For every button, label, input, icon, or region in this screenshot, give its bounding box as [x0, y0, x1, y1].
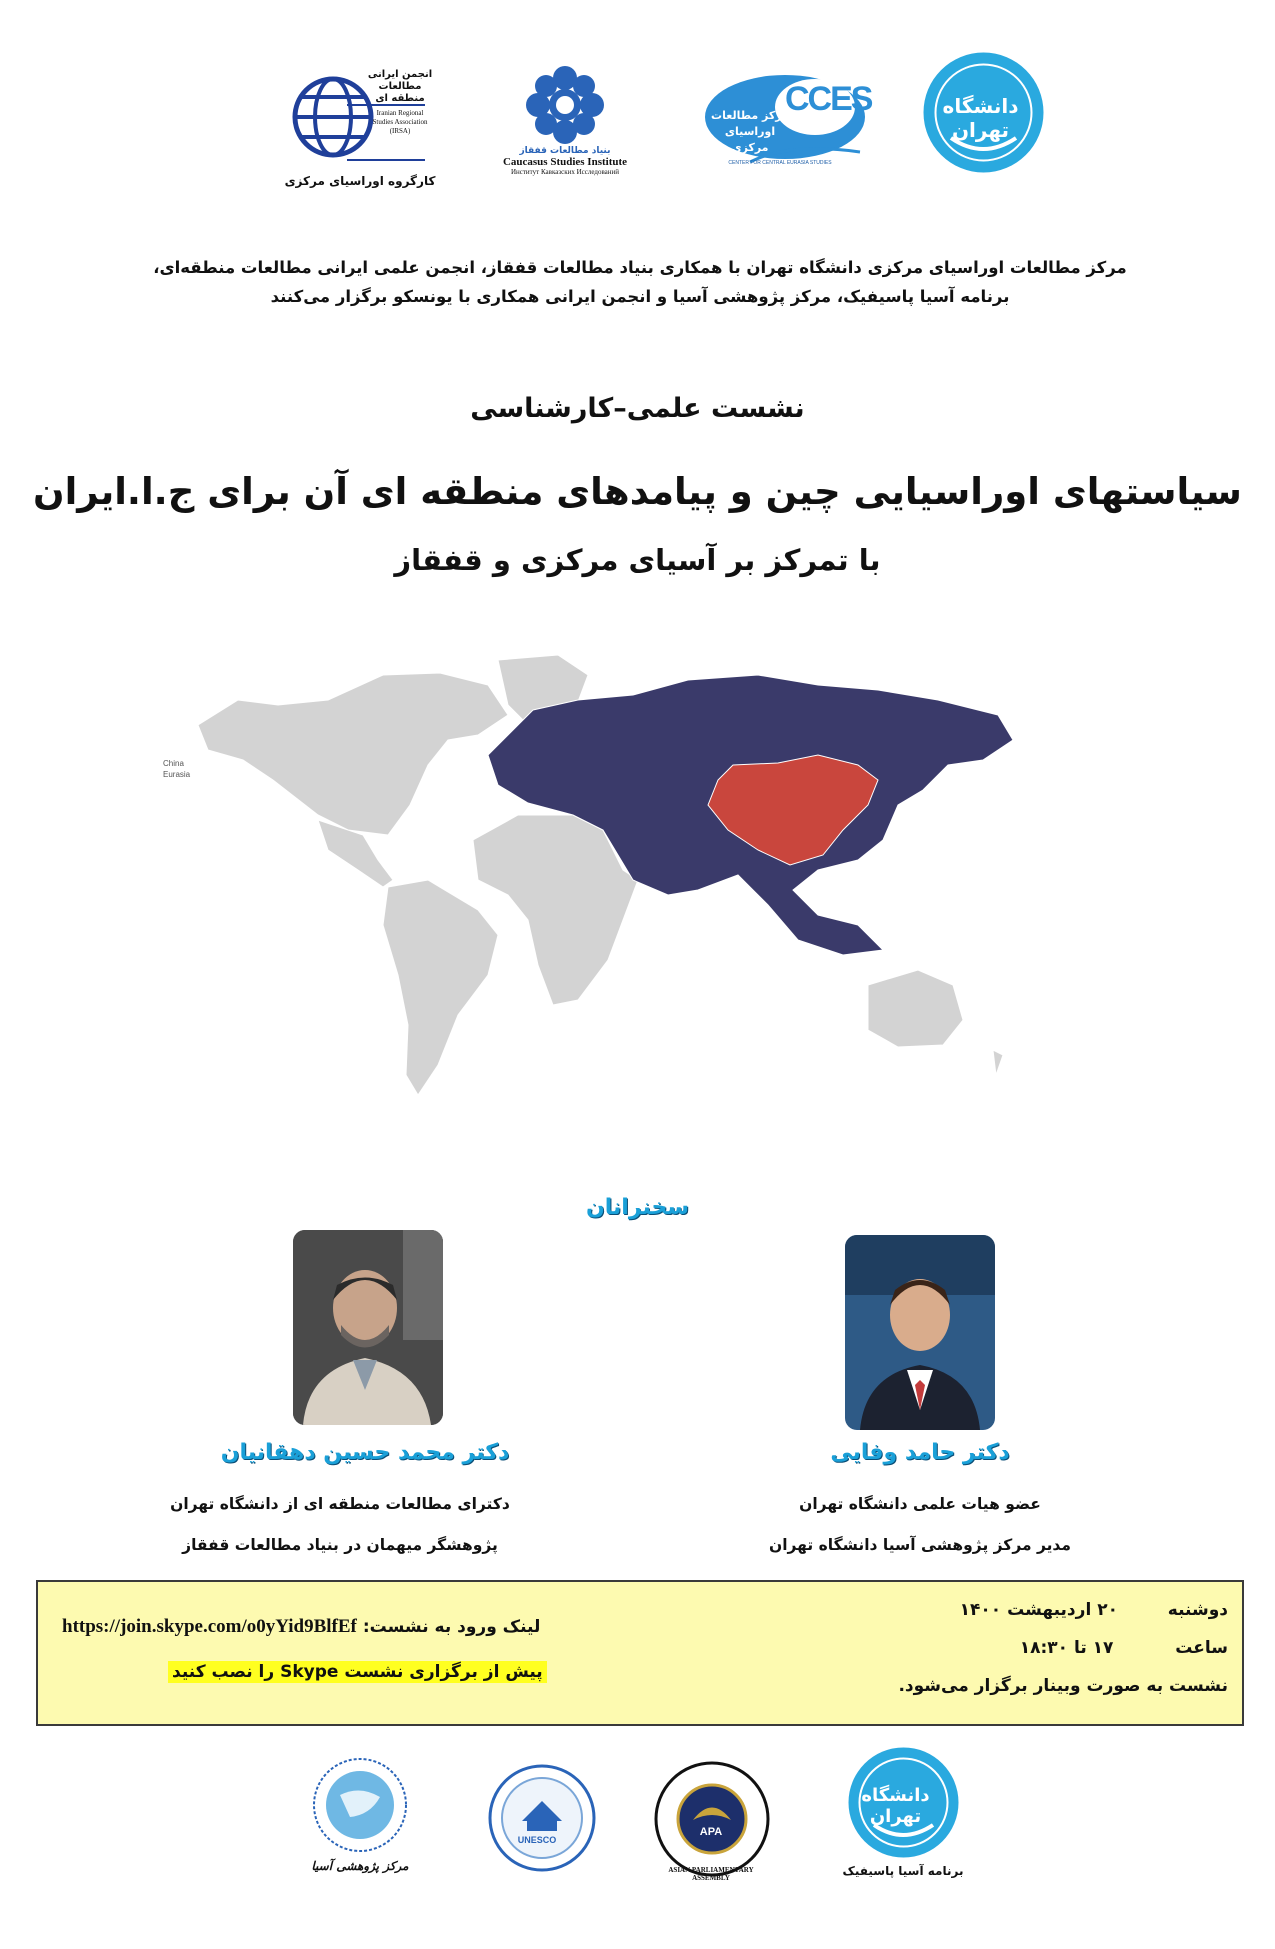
irsa-caption: کارگروه اوراسیای مرکزی: [284, 174, 436, 188]
page-subtitle: با تمرکز بر آسیای مرکزی و قفقاز: [394, 543, 881, 577]
intro-line-1: مرکز مطالعات اوراسیای مرکزی دانشگاه تهران با همکاری بنیاد مطالعات قفقاز، انجمن علمی ایرانی مطالعات منطقه‌ای،: [153, 258, 1127, 277]
speakers-heading: سخنرانان: [586, 1195, 689, 1220]
intro-line-2: برنامه آسیا پاسیفیک، مرکز پژوهشی آسیا و انجمن ایرانی همکاری با یونسکو برگزار می‌کنند: [270, 287, 1010, 306]
logo-asia-pacific-program: [838, 1745, 968, 1878]
logo-cces: [690, 72, 870, 177]
south-america-region: [383, 880, 498, 1095]
unesco-emblem-icon: [487, 1763, 597, 1873]
event-info-box: [36, 1580, 1244, 1726]
unesco-text: UNESCO: [517, 1835, 557, 1845]
legend-label-eurasia: Eurasia: [163, 770, 191, 779]
speaker-name-2: دکتر محمد حسین دهقانیان: [220, 1440, 510, 1465]
irsa-line: انجمن ایرانی: [367, 69, 433, 80]
legend-label-china: China: [163, 759, 184, 768]
event-time: ۱۷ تا ۱۸:۳۰: [1019, 1638, 1114, 1658]
seminar-type: نشست علمی–کارشناسی: [470, 393, 805, 424]
speaker-2-position: پژوهشگر میهمان در بنیاد مطالعات قفقاز: [182, 1536, 498, 1554]
event-mode: نشست به صورت وبینار برگزار می‌شود.: [898, 1676, 1228, 1696]
page-title: سیاستهای اوراسیایی چین و پیامدهای منطقه ای آن برای ج.ا.ایران: [33, 470, 1242, 513]
new-zealand-region: [993, 1050, 1003, 1075]
speaker-1-position: مدیر مرکز پژوهشی آسیا دانشگاه تهران: [769, 1536, 1071, 1554]
speaker-name-1: دکتر حامد وفایی: [830, 1440, 1010, 1465]
speaker-2-degree: دکترای مطالعات منطقه ای از دانشگاه تهران: [170, 1495, 510, 1513]
speaker-photo-2: [293, 1230, 443, 1425]
world-map: [178, 655, 1058, 1115]
logo-asian-parliamentary-assembly: [652, 1760, 772, 1882]
person-silhouette-icon: [845, 1235, 995, 1430]
logo-irsa: [285, 65, 435, 188]
irsa-line: Iranian Regional: [376, 109, 424, 117]
globe-icon: [310, 1755, 410, 1855]
australia-region: [868, 970, 963, 1047]
north-america-region: [198, 673, 508, 835]
logo-unesco-association: [482, 1763, 602, 1873]
event-time-label: ساعت: [1175, 1638, 1228, 1658]
asia-pacific-emblem-text: دانشگاه تهران: [861, 1785, 930, 1827]
apa-abbr: APA: [699, 1826, 723, 1838]
event-day: دوشنبه: [1167, 1600, 1228, 1620]
irsa-line: Studies Association: [372, 118, 428, 126]
irsa-line: مطالعات: [378, 81, 422, 92]
logo-asia-research-center: [305, 1755, 415, 1873]
cces-abbr: CCES: [785, 80, 872, 118]
caucasus-caption-en: Caucasus Studies Institute: [502, 156, 628, 168]
logo-caucasus-institute: [490, 60, 640, 176]
apa-emblem-icon: [653, 1760, 771, 1878]
irsa-line: (IRSA): [389, 127, 411, 135]
apa-text: ASIAN PARLIAMENTARY ASSEMBLY: [668, 1866, 754, 1882]
logo-university-of-tehran: [918, 50, 1048, 175]
event-date: ۲۰ اردیبهشت ۱۴۰۰: [959, 1600, 1118, 1620]
link-label: لینک ورود به نشست:: [362, 1617, 541, 1637]
flower-emblem-icon: [520, 60, 610, 150]
install-skype-note: پیش از برگزاری نشست Skype را نصب کنید: [168, 1661, 547, 1683]
cces-caption: مرکز مطالعات اوراسیای مرکزی: [711, 109, 789, 154]
asia-research-caption: مرکز پژوهشی آسیا: [311, 1859, 409, 1873]
irsa-line: منطقه ای: [375, 93, 425, 104]
speaker-photo-1: [845, 1235, 995, 1430]
cces-caption-en: CENTER FOR CENTRAL EURASIA STUDIES: [728, 160, 832, 166]
university-seal-text: دانشگاه تهران: [942, 94, 1019, 142]
speaker-1-role: عضو هیات علمی دانشگاه تهران: [799, 1495, 1041, 1513]
caucasus-caption-ru: Институт Кавказских Исследований: [510, 168, 620, 176]
skype-link[interactable]: https://join.skype.com/o0yYid9BlfEf: [62, 1616, 357, 1637]
person-silhouette-icon: [293, 1230, 443, 1425]
caucasus-emblem-text: بنیاد مطالعات قفقاز: [519, 146, 611, 156]
asia-pacific-caption: برنامه آسیا پاسیفیک: [842, 1864, 964, 1878]
